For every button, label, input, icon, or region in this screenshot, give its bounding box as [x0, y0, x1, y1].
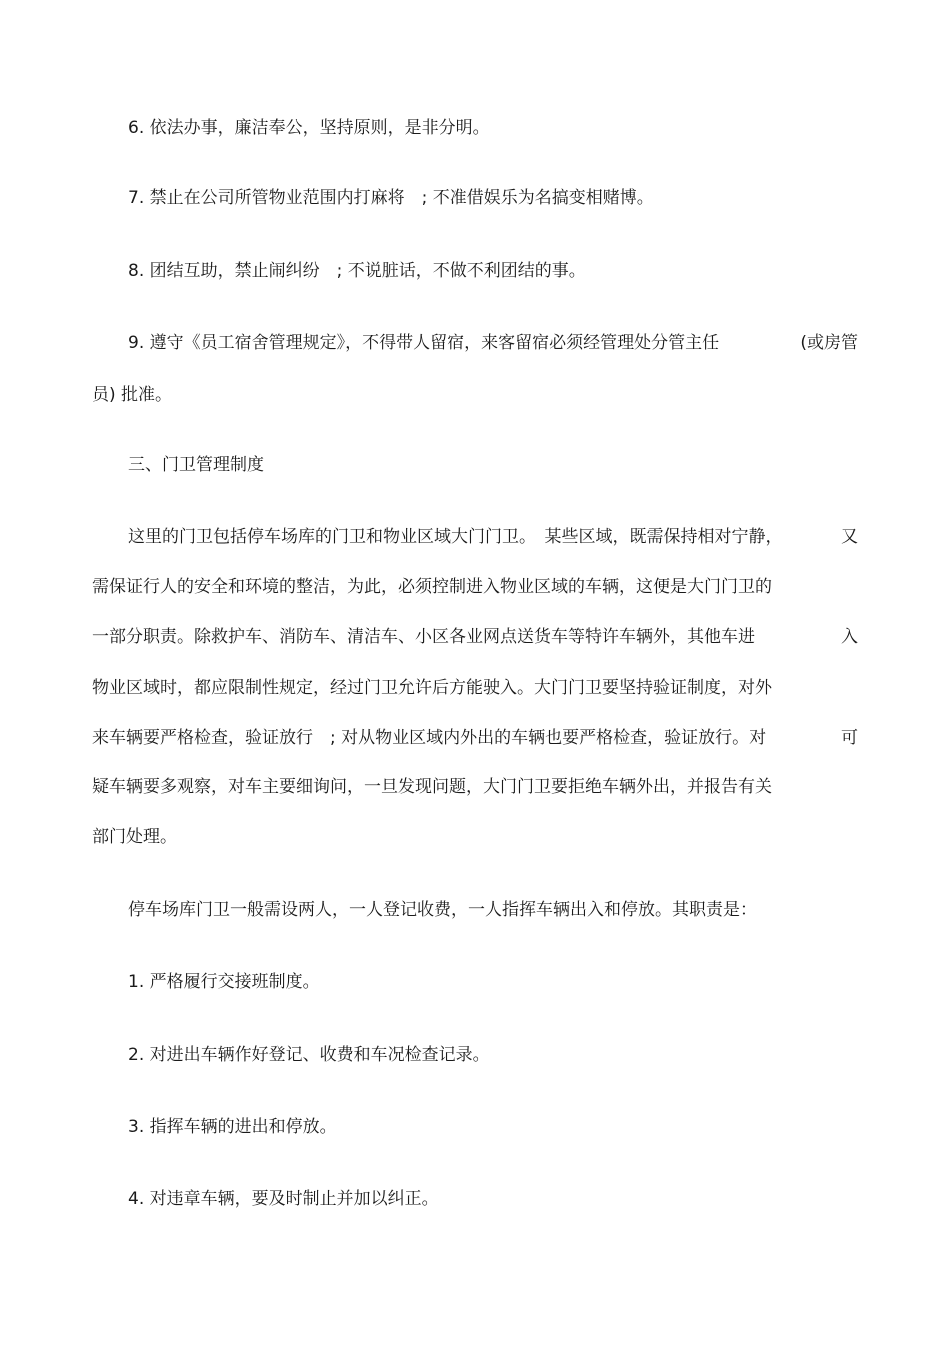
rule-9-line-1: 9. 遵守《员工宿舍管理规定》，不得带人留宿，来客留宿必须经管理处分管主任: [128, 333, 720, 353]
rule-9-line-2: 员) 批准。: [92, 385, 173, 405]
para1-line-1-tail: 又: [841, 527, 858, 547]
rule-6: 6. 依法办事，廉洁奉公，坚持原则，是非分明。: [128, 118, 490, 138]
para2: 停车场库门卫一般需设两人，一人登记收费，一人指挥车辆出入和停放。其职责是：: [128, 900, 757, 920]
rule-8: 8. 团结互助，禁止闹纠纷 ; 不说脏话，不做不利团结的事。: [128, 261, 586, 281]
para1-line-4: 物业区域时，都应限制性规定，经过门卫允许后方能驶入。大门门卫要坚持验证制度，对外: [92, 678, 772, 698]
duty-2: 2. 对进出车辆作好登记、收费和车况检查记录。: [128, 1045, 490, 1065]
para1-line-5: 来车辆要严格检查，验证放行 ; 对从物业区域内外出的车辆也要严格检查，验证放行。对: [92, 728, 767, 748]
para1-line-6: 疑车辆要多观察，对车主要细询问，一旦发现问题，大门门卫要拒绝车辆外出，并报告有关: [92, 777, 772, 797]
duty-1: 1. 严格履行交接班制度。: [128, 972, 320, 992]
para1-line-3: 一部分职责。除救护车、消防车、清洁车、小区各业网点送货车等特许车辆外，其他车进: [92, 627, 755, 647]
para1-line-1: 这里的门卫包括停车场库的门卫和物业区域大门门卫。 某些区域，既需保持相对宁静，: [128, 527, 783, 547]
para1-line-3-tail: 入: [841, 627, 858, 647]
section-heading: 三、门卫管理制度: [128, 455, 264, 475]
para1-line-2: 需保证行人的安全和环境的整洁，为此，必须控制进入物业区域的车辆，这便是大门门卫的: [92, 577, 772, 597]
rule-7: 7. 禁止在公司所管物业范围内打麻将 ; 不准借娱乐为名搞变相赌博。: [128, 188, 654, 208]
duty-3: 3. 指挥车辆的进出和停放。: [128, 1117, 337, 1137]
rule-9-line-1-tail: (或房管: [800, 333, 858, 353]
duty-4: 4. 对违章车辆，要及时制止并加以纠正。: [128, 1189, 439, 1209]
para1-line-7: 部门处理。: [92, 827, 177, 847]
para1-line-5-tail: 可: [841, 728, 858, 748]
